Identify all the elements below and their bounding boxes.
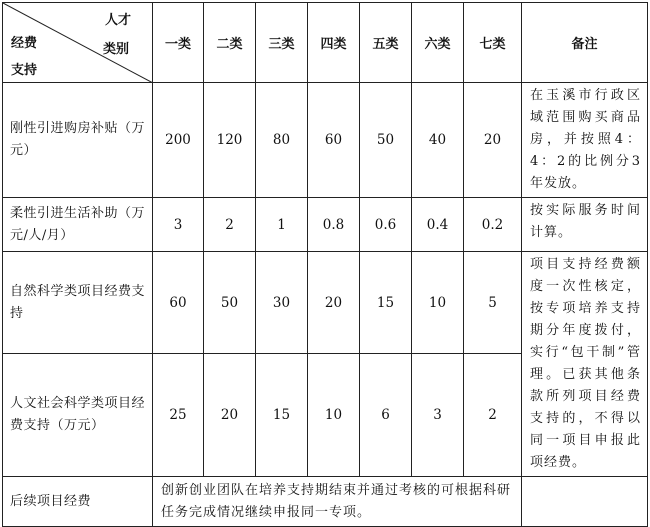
corner-label-talent: 人才 [105, 13, 132, 28]
talent-funding-table [2, 2, 648, 527]
value-cell: 20 [204, 354, 256, 477]
footer-remark-empty [522, 477, 648, 527]
value-cell: 1 [256, 198, 308, 252]
category-header: 四类 [308, 3, 360, 83]
corner-label-category: 类别 [103, 42, 130, 57]
category-header: 五类 [360, 3, 412, 83]
value-cell: 0.6 [360, 198, 412, 252]
corner-label-funding: 经费 [11, 36, 38, 51]
category-header: 七类 [464, 3, 522, 83]
value-cell: 50 [204, 252, 256, 354]
value-cell: 0.2 [464, 198, 522, 252]
value-cell: 25 [153, 354, 204, 477]
row-label: 刚性引进购房补贴（万元） [3, 83, 153, 198]
value-cell: 3 [412, 354, 464, 477]
header-row [3, 3, 648, 83]
value-cell: 60 [308, 83, 360, 198]
value-cell: 40 [412, 83, 464, 198]
corner-label-support: 支持 [11, 63, 38, 78]
remark-cell: 在玉溪市行政区域范围购买商品房，并按照4：4：2的比例分3年发放。 [522, 83, 648, 198]
footer-label: 后续项目经费 [3, 477, 153, 527]
footer-text: 创新创业团队在培养支持期结束并通过考核的可根据科研任务完成情况继续申报同一专项。 [153, 477, 522, 527]
value-cell: 15 [256, 354, 308, 477]
value-cell: 120 [204, 83, 256, 198]
row-label: 柔性引进生活补助（万元/人/月） [3, 198, 153, 252]
value-cell: 0.4 [412, 198, 464, 252]
value-cell: 50 [360, 83, 412, 198]
corner-header-cell [3, 3, 153, 83]
category-header: 三类 [256, 3, 308, 83]
value-cell: 20 [464, 83, 522, 198]
value-cell: 20 [308, 252, 360, 354]
value-cell: 15 [360, 252, 412, 354]
category-header: 一类 [153, 3, 204, 83]
remark-cell: 按实际服务时间计算。 [522, 198, 648, 252]
value-cell: 30 [256, 252, 308, 354]
value-cell: 80 [256, 83, 308, 198]
value-cell: 60 [153, 252, 204, 354]
value-cell: 5 [464, 252, 522, 354]
value-cell: 0.8 [308, 198, 360, 252]
value-cell: 2 [464, 354, 522, 477]
value-cell: 6 [360, 354, 412, 477]
table-row [3, 198, 648, 252]
table-row [3, 83, 648, 198]
project-funding-remark: 项目支持经费额度一次性核定，按专项培养支持期分年度拨付，实行“包干制”管理。已获其他条款所列项目经费支持的，不得以同一项目申报此项经费。 [522, 252, 648, 477]
category-header: 六类 [412, 3, 464, 83]
value-cell: 200 [153, 83, 204, 198]
value-cell: 10 [412, 252, 464, 354]
remarks-header: 备注 [522, 3, 648, 83]
value-cell: 10 [308, 354, 360, 477]
category-header: 二类 [204, 3, 256, 83]
row-label: 人文社会科学类项目经费支持（万元） [3, 354, 153, 477]
footer-row [3, 477, 648, 527]
table-row [3, 252, 648, 354]
value-cell: 2 [204, 198, 256, 252]
value-cell: 3 [153, 198, 204, 252]
row-label: 自然科学类项目经费支持 [3, 252, 153, 354]
